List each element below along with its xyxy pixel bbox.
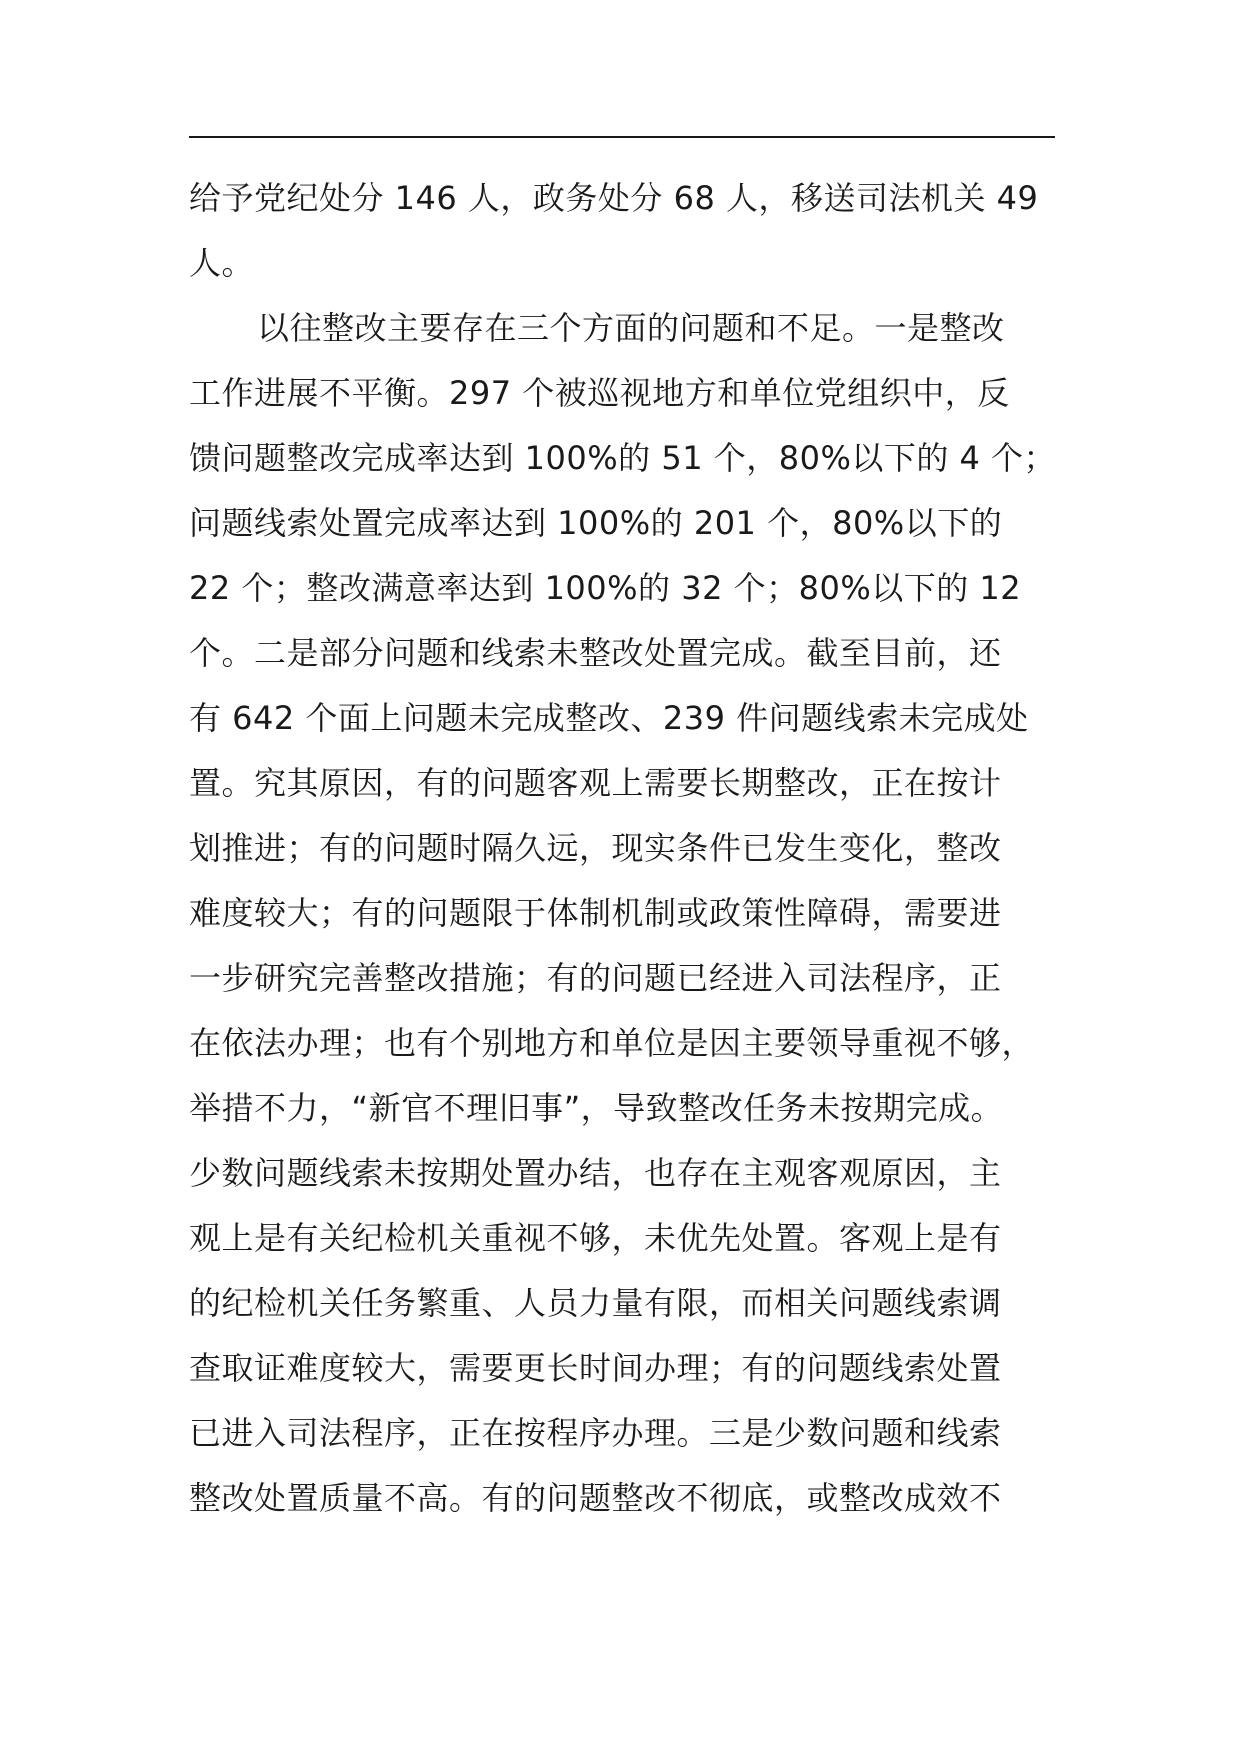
text-line: 置。究其原因，有的问题客观上需要长期整改，正在按计	[189, 764, 1002, 802]
text-line: 难度较大；有的问题限于体制机制或政策性障碍，需要进	[189, 894, 1002, 932]
header-rule	[189, 136, 1055, 138]
text-line: 整改处置质量不高。有的问题整改不彻底，或整改成效不	[189, 1479, 1002, 1517]
text-line: 给予党纪处分 146 人，政务处分 68 人，移送司法机关 49	[189, 179, 1039, 217]
text-line: 个。二是部分问题和线索未整改处置完成。截至目前，还	[189, 634, 1002, 672]
text-line: 少数问题线索未按期处置办结，也存在主观客观原因，主	[189, 1154, 1002, 1192]
body-text	[189, 166, 1059, 1531]
text-line: 在依法办理；也有个别地方和单位是因主要领导重视不够，	[189, 1024, 1035, 1062]
text-line: 观上是有关纪检机关重视不够，未优先处置。客观上是有	[189, 1219, 1002, 1257]
text-line: 的纪检机关任务繁重、人员力量有限，而相关问题线索调	[189, 1284, 1002, 1322]
text-line: 问题线索处置完成率达到 100%的 201 个，80%以下的	[189, 504, 1003, 542]
text-line: 馈问题整改完成率达到 100%的 51 个，80%以下的 4 个；	[189, 439, 1057, 477]
text-line: 已进入司法程序，正在按程序办理。三是少数问题和线索	[189, 1414, 1002, 1452]
text-line: 一步研究完善整改措施；有的问题已经进入司法程序，正	[189, 959, 1002, 997]
text-line: 举措不力，“新官不理旧事”，导致整改任务未按期完成。	[189, 1089, 1004, 1127]
paragraph-start-line: 以往整改主要存在三个方面的问题和不足。一是整改	[257, 309, 1005, 347]
text-line: 22 个；整改满意率达到 100%的 32 个；80%以下的 12	[189, 569, 1022, 607]
text-line: 人。	[189, 244, 255, 282]
text-line: 工作进展不平衡。297 个被巡视地方和单位党组织中，反	[189, 374, 1010, 412]
text-line: 划推进；有的问题时隔久远，现实条件已发生变化，整改	[189, 829, 1002, 867]
text-line: 查取证难度较大，需要更长时间办理；有的问题线索处置	[189, 1349, 1002, 1387]
text-line: 有 642 个面上问题未完成整改、239 件问题线索未完成处	[189, 699, 1029, 737]
